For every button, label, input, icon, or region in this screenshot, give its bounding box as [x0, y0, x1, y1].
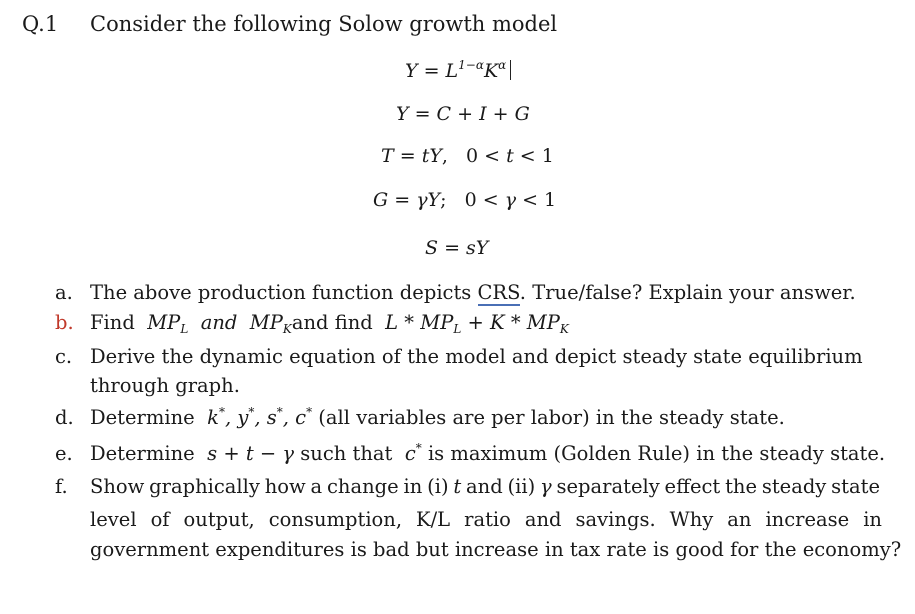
equation-tax: T = tY, 0 < t < 1 [381, 145, 554, 167]
item-e-mid: such that [300, 442, 393, 465]
mpk-symbol: $MP_K$ [249, 311, 292, 336]
item-a-label: a. [55, 281, 73, 304]
item-a [55, 281, 856, 304]
item-e [55, 442, 885, 465]
item-d-text: Determine [90, 406, 195, 429]
item-c [55, 345, 863, 368]
item-b-expression: $L * MP_L + K * MP_K$ [385, 311, 569, 336]
item-c-label: c. [55, 345, 73, 368]
question-title: Consider the following Solow growth model [90, 12, 558, 36]
item-d-label: d. [55, 406, 74, 429]
item-e-expression: s + t − γ [207, 442, 295, 465]
item-b-and-find: and find [291, 311, 373, 334]
item-e-text: Determine [90, 442, 195, 465]
item-b [55, 311, 569, 334]
equation-government: G = γY; 0 < γ < 1 [373, 189, 557, 211]
item-e-text-after: is maximum (Golden Rule) in the steady state. [427, 442, 886, 465]
item-a-text: The above production function depicts [90, 281, 478, 304]
mpl-symbol: $MP_L$ [147, 311, 189, 336]
item-d [55, 406, 785, 429]
item-f-label: f. [55, 475, 68, 498]
crs-link[interactable]: CRS [477, 281, 520, 304]
item-b-label: b. [55, 311, 74, 334]
steady-state-variables: k*, y*, s*, c* [207, 405, 313, 429]
equation-production-function: $Y = L^{1-\alpha}K^\alpha$ [405, 60, 511, 82]
item-b-and: and [200, 311, 238, 334]
item-a-text-after: . True/false? Explain your answer. [519, 281, 856, 304]
item-c-line2: through graph. [90, 374, 240, 397]
question-number: Q.1 [22, 12, 59, 36]
item-f-line1: Show graphically how a change in (i) t and (ii) γ separately effect the steady state [90, 475, 880, 498]
text-cursor [510, 60, 511, 80]
equation-savings: S = sY [425, 237, 489, 259]
equation-income-identity: Y = C + I + G [396, 103, 530, 125]
item-d-text-after: (all variables are per labor) in the steady state. [318, 406, 785, 429]
item-e-label: e. [55, 442, 73, 465]
item-f-line3: government expenditures is bad but increase in tax rate is good for the economy? [90, 538, 902, 561]
item-f-line2: level of output, consumption, K/L ratio and savings. Why an increase in [90, 508, 882, 531]
c-star-symbol: c* [404, 441, 422, 465]
item-f [55, 475, 880, 498]
item-b-find: Find [90, 311, 135, 334]
item-c-line1: Derive the dynamic equation of the model and depict steady state equilibrium [90, 345, 863, 368]
